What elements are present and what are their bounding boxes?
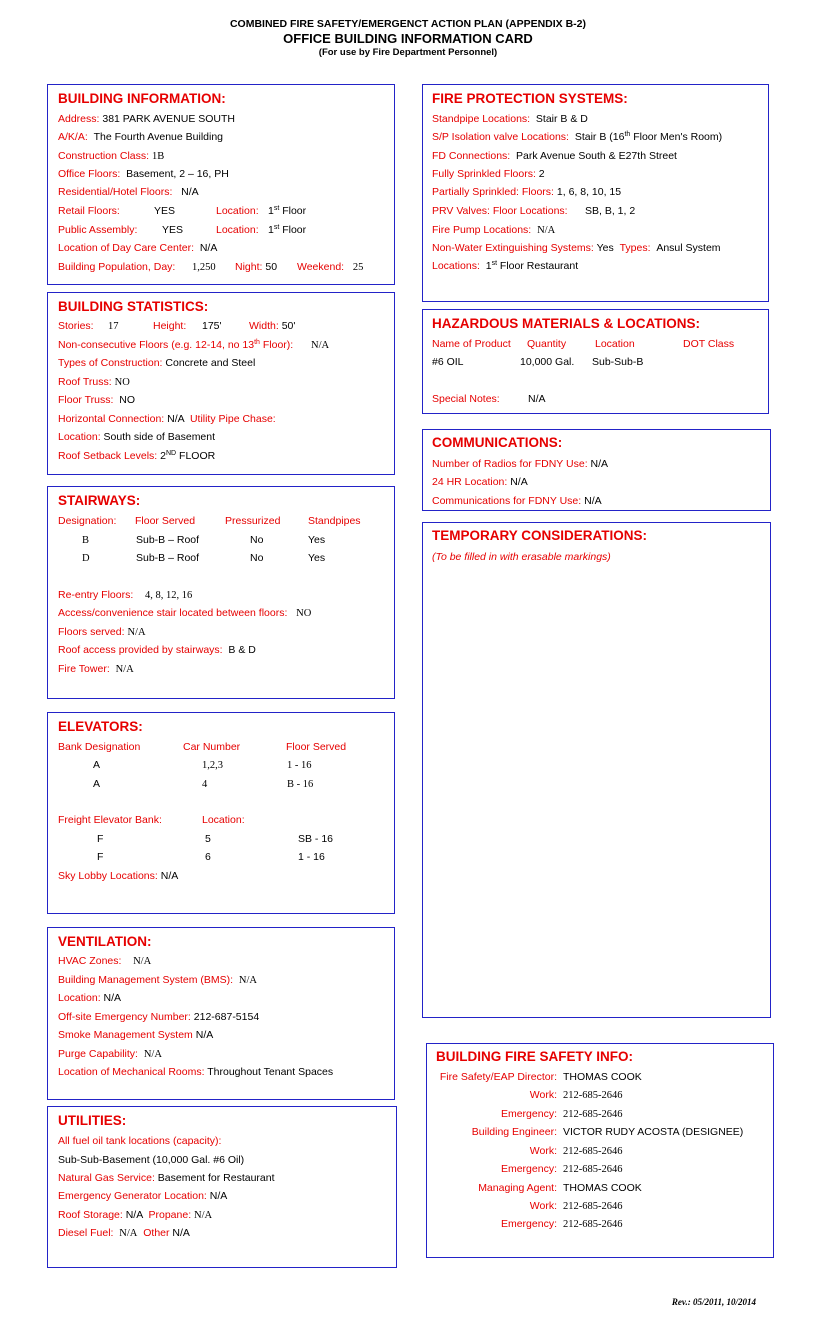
elev-header-bank: Bank Designation <box>58 741 141 753</box>
engineer-emergency-label: Emergency: <box>500 1163 557 1175</box>
special-notes-label: Special Notes: <box>432 393 500 405</box>
sp-valve-label: S/P Isolation valve Locations: <box>432 131 569 143</box>
agent-emergency-label: Emergency: <box>500 1218 557 1230</box>
stair-row-floor: Sub-B – Roof <box>136 534 200 546</box>
elevators-title: ELEVATORS: <box>58 719 143 734</box>
horizontal-connection-label: Horizontal Connection: <box>58 413 165 425</box>
partially-sprinkled-label: Partially Sprinkled: Floors: <box>432 186 554 198</box>
natural-gas-label: Natural Gas Service: <box>58 1172 155 1184</box>
elev-header-floor: Floor Served <box>286 741 347 753</box>
utilities-title: UTILITIES: <box>58 1113 127 1128</box>
comms-fdny-label: Communications for FDNY Use: <box>432 495 582 507</box>
residential-floors-label: Residential/Hotel Floors: <box>58 186 173 198</box>
roof-storage-value: N/A <box>125 1209 143 1221</box>
agent-label: Managing Agent: <box>478 1182 557 1194</box>
construction-class-value: 1B <box>151 151 165 162</box>
hazmat-header-product: Name of Product <box>432 338 511 350</box>
address-value: 381 PARK AVENUE SOUTH <box>102 113 236 125</box>
standpipe-label: Standpipe Locations: <box>432 113 531 125</box>
freight-row-car: 5 <box>205 833 211 845</box>
floor-truss-value: NO <box>119 394 136 406</box>
prv-valves-label: PRV Valves: Floor Locations: <box>432 205 568 217</box>
engineer-work-phone: 212-685-2646 <box>563 1146 623 1157</box>
hazmat-quantity: 10,000 Gal. <box>520 356 575 368</box>
stories-label: Stories: <box>58 320 94 332</box>
roof-setback-value: 2ND FLOOR <box>160 450 216 462</box>
daycare-label: Location of Day Care Center: <box>58 242 194 254</box>
standpipe-value: Stair B & D <box>535 113 588 125</box>
fd-connections-value: Park Avenue South & E27th Street <box>516 150 677 162</box>
construction-class-label: Construction Class: <box>58 150 150 162</box>
vent-location-label: Location: <box>58 992 101 1004</box>
address-label: Address: <box>58 113 100 125</box>
director-value: THOMAS COOK <box>563 1071 642 1083</box>
roof-access-value: B & D <box>228 644 256 656</box>
bms-value: N/A <box>238 975 258 986</box>
non-water-label: Non-Water Extinguishing Systems: <box>432 242 594 254</box>
public-location-value: 1st Floor <box>268 224 307 236</box>
freight-row-bank: F <box>97 851 104 863</box>
residential-floors-value: N/A <box>181 186 199 198</box>
hr24-location-label: 24 HR Location: <box>432 476 508 488</box>
office-floors-label: Office Floors: <box>58 168 121 180</box>
hazmat-location: Sub-Sub-B <box>592 356 644 368</box>
roof-access-label: Roof access provided by stairways: <box>58 644 223 656</box>
stair-header-standpipes: Standpipes <box>308 515 361 527</box>
hr24-location-value: N/A <box>510 476 528 488</box>
height-value: 175' <box>202 320 222 332</box>
stories-value: 17 <box>108 321 119 332</box>
elev-row-floor: 1 - 16 <box>287 760 312 771</box>
engineer-value: VICTOR RUDY ACOSTA (DESIGNEE) <box>563 1126 744 1138</box>
other-value: N/A <box>172 1227 190 1239</box>
construction-types-label: Types of Construction: <box>58 357 163 369</box>
population-day-value: 1,250 <box>192 262 216 273</box>
access-stair-value: NO <box>296 608 312 619</box>
propane-value: N/A <box>194 1210 213 1221</box>
sky-lobby-label: Sky Lobby Locations: <box>58 870 158 882</box>
location-label: Location: <box>58 431 101 443</box>
engineer-label: Building Engineer: <box>471 1126 557 1138</box>
fire-safety-info-title: BUILDING FIRE SAFETY INFO: <box>436 1049 634 1064</box>
form-subtitle: (For use by Fire Department Personnel) <box>318 47 498 58</box>
freight-row-floor: SB - 16 <box>298 833 334 845</box>
types-value: Ansul System <box>656 242 721 254</box>
other-label: Other <box>143 1227 170 1239</box>
floors-served-value: N/A <box>127 627 146 638</box>
generator-label: Emergency Generator Location: <box>58 1190 207 1202</box>
smoke-management-value: N/A <box>195 1029 214 1041</box>
night-label: Night: <box>235 261 263 273</box>
height-label: Height: <box>153 320 187 332</box>
public-assembly-value: YES <box>162 224 184 236</box>
fully-sprinkled-label: Fully Sprinkled Floors: <box>432 168 536 180</box>
comms-fdny-value: N/A <box>584 495 602 507</box>
stair-row-pressurized: No <box>250 534 264 546</box>
director-work-phone: 212-685-2646 <box>563 1090 623 1101</box>
offsite-emergency-label: Off-site Emergency Number: <box>58 1011 191 1023</box>
roof-setback-label: Roof Setback Levels: <box>58 450 158 462</box>
stair-row-designation: B <box>82 535 90 546</box>
bms-label: Building Management System (BMS): <box>58 974 234 986</box>
construction-types-value: Concrete and Steel <box>165 357 256 369</box>
partially-sprinkled-value: 1, 6, 8, 10, 15 <box>556 186 622 198</box>
propane-label: Propane: <box>148 1209 192 1221</box>
nonconsecutive-floors-value: N/A <box>311 340 330 351</box>
freight-location-label: Location: <box>202 814 245 826</box>
mechanical-rooms-label: Location of Mechanical Rooms: <box>58 1066 205 1078</box>
public-assembly-label: Public Assembly: <box>58 224 138 236</box>
fp-locations-label: Locations: <box>432 260 480 272</box>
building-statistics-title: BUILDING STATISTICS: <box>58 299 209 314</box>
building-information-title: BUILDING INFORMATION: <box>58 91 226 106</box>
radios-value: N/A <box>590 458 609 470</box>
freight-row-car: 6 <box>205 851 211 863</box>
agent-work-label: Work: <box>529 1200 557 1212</box>
reentry-floors-value: 4, 8, 12, 16 <box>144 590 193 601</box>
hazmat-header-location: Location <box>595 338 635 350</box>
stair-header-pressurized: Pressurized <box>225 515 281 527</box>
form-title-line1: COMBINED FIRE SAFETY/EMERGENCT ACTION PLAN (APPENDIX B-2) <box>229 18 587 30</box>
office-floors-value: Basement, 2 – 16, PH <box>126 168 229 180</box>
diesel-value: N/A <box>119 1228 138 1239</box>
stair-header-designation: Designation: <box>58 515 117 527</box>
temporary-considerations-note: (To be filled in with erasable markings) <box>432 551 611 563</box>
stair-header-floor: Floor Served <box>135 515 196 527</box>
mechanical-rooms-value: Throughout Tenant Spaces <box>207 1066 334 1078</box>
weekend-label: Weekend: <box>297 261 345 273</box>
form-title: OFFICE BUILDING INFORMATION CARD <box>283 31 533 46</box>
generator-value: N/A <box>209 1190 228 1202</box>
stair-row-floor: Sub-B – Roof <box>136 552 200 564</box>
daycare-value: N/A <box>199 242 218 254</box>
retail-location-value: 1st Floor <box>268 205 307 217</box>
nonconsecutive-floors-label: Non-consecutive Floors (e.g. 12-14, no 13th Floor): <box>58 339 294 351</box>
natural-gas-value: Basement for Restaurant <box>157 1172 275 1184</box>
agent-value: THOMAS COOK <box>563 1182 642 1194</box>
special-notes-value: N/A <box>528 393 546 405</box>
retail-floors-value: YES <box>154 205 176 217</box>
stair-row-standpipes: Yes <box>308 534 326 546</box>
hazmat-header-dot: DOT Class <box>683 338 735 350</box>
fire-tower-value: N/A <box>115 664 134 675</box>
roof-truss-value: NO <box>114 377 130 388</box>
director-label: Fire Safety/EAP Director: <box>439 1071 557 1083</box>
width-label: Width: <box>249 320 279 332</box>
agent-work-phone: 212-685-2646 <box>563 1201 623 1212</box>
hvac-zones-value: N/A <box>133 956 152 967</box>
temporary-considerations-title: TEMPORARY CONSIDERATIONS: <box>432 528 648 543</box>
roof-storage-label: Roof Storage: <box>58 1209 123 1221</box>
prv-valves-value: SB, B, 1, 2 <box>585 205 636 217</box>
temporary-considerations-section <box>422 522 771 1018</box>
communications-title: COMMUNICATIONS: <box>432 435 563 450</box>
hvac-zones-label: HVAC Zones: <box>58 955 122 967</box>
sky-lobby-value: N/A <box>160 870 179 882</box>
diesel-label: Diesel Fuel: <box>58 1227 114 1239</box>
stair-row-standpipes: Yes <box>308 552 326 564</box>
retail-location-label: Location: <box>216 205 259 217</box>
hazmat-header-quantity: Quantity <box>527 338 567 350</box>
fire-pump-label: Fire Pump Locations: <box>432 224 532 236</box>
freight-row-floor: 1 - 16 <box>298 851 325 863</box>
fire-pump-value: N/A <box>537 225 556 236</box>
stair-row-designation: D <box>82 553 90 564</box>
floors-served-label: Floors served: <box>58 626 125 638</box>
non-water-value: Yes <box>596 242 614 254</box>
director-emergency-label: Emergency: <box>500 1108 557 1120</box>
elev-row-bank: A <box>93 778 101 790</box>
freight-row-bank: F <box>97 833 104 845</box>
purge-capability-label: Purge Capability: <box>58 1048 138 1060</box>
freight-bank-label: Freight Elevator Bank: <box>58 814 162 826</box>
fuel-oil-label: All fuel oil tank locations (capacity): <box>58 1135 222 1147</box>
night-value: 50 <box>265 261 278 273</box>
floor-truss-label: Floor Truss: <box>58 394 114 406</box>
utility-pipe-chase-label: Utility Pipe Chase: <box>189 413 276 425</box>
retail-floors-label: Retail Floors: <box>58 205 120 217</box>
fuel-oil-value: Sub-Sub-Basement (10,000 Gal. #6 Oil) <box>58 1154 245 1166</box>
fire-protection-title: FIRE PROTECTION SYSTEMS: <box>432 91 628 106</box>
director-work-label: Work: <box>529 1089 557 1101</box>
fully-sprinkled-value: 2 <box>538 168 545 180</box>
revision-note: Rev.: 05/2011, 10/2014 <box>671 1297 756 1307</box>
reentry-floors-label: Re-entry Floors: <box>58 589 134 601</box>
sp-valve-value: Stair B (16th Floor Men's Room) <box>574 131 723 143</box>
fire-tower-label: Fire Tower: <box>58 663 110 675</box>
elev-row-car: 4 <box>202 779 208 790</box>
horizontal-connection-value: N/A <box>167 413 185 425</box>
elev-row-floor: B - 16 <box>287 779 314 790</box>
elev-header-car: Car Number <box>183 741 241 753</box>
roof-truss-label: Roof Truss: <box>58 376 112 388</box>
stair-row-pressurized: No <box>250 552 264 564</box>
elev-row-car: 1,2,3 <box>202 760 223 771</box>
access-stair-label: Access/convenience stair located between floors: <box>58 607 288 619</box>
engineer-work-label: Work: <box>529 1145 557 1157</box>
offsite-emergency-value: 212-687-5154 <box>193 1011 260 1023</box>
director-emergency-phone: 212-685-2646 <box>563 1109 623 1120</box>
hazmat-title: HAZARDOUS MATERIALS & LOCATIONS: <box>432 316 700 331</box>
ventilation-title: VENTILATION: <box>58 934 152 949</box>
weekend-value: 25 <box>352 262 364 273</box>
stairways-title: STAIRWAYS: <box>58 493 141 508</box>
vent-location-value: N/A <box>103 992 122 1004</box>
types-label: Types: <box>619 242 651 254</box>
purge-capability-value: N/A <box>143 1049 162 1060</box>
smoke-management-label: Smoke Management System <box>58 1029 193 1041</box>
fd-connections-label: FD Connections: <box>432 150 511 162</box>
elev-row-bank: A <box>93 759 101 771</box>
radios-label: Number of Radios for FDNY Use: <box>432 458 588 470</box>
aka-value: The Fourth Avenue Building <box>93 131 224 143</box>
hazmat-product: #6 OIL <box>432 356 464 368</box>
aka-label: A/K/A: <box>58 131 88 143</box>
location-value: South side of Basement <box>103 431 216 443</box>
width-value: 50' <box>281 320 296 332</box>
population-day-label: Building Population, Day: <box>58 261 176 273</box>
public-location-label: Location: <box>216 224 259 236</box>
agent-emergency-phone: 212-685-2646 <box>563 1219 623 1230</box>
utilities-section <box>47 1106 397 1268</box>
engineer-emergency-phone: 212-685-2646 <box>563 1164 623 1175</box>
fp-locations-value: 1st Floor Restaurant <box>485 260 579 272</box>
